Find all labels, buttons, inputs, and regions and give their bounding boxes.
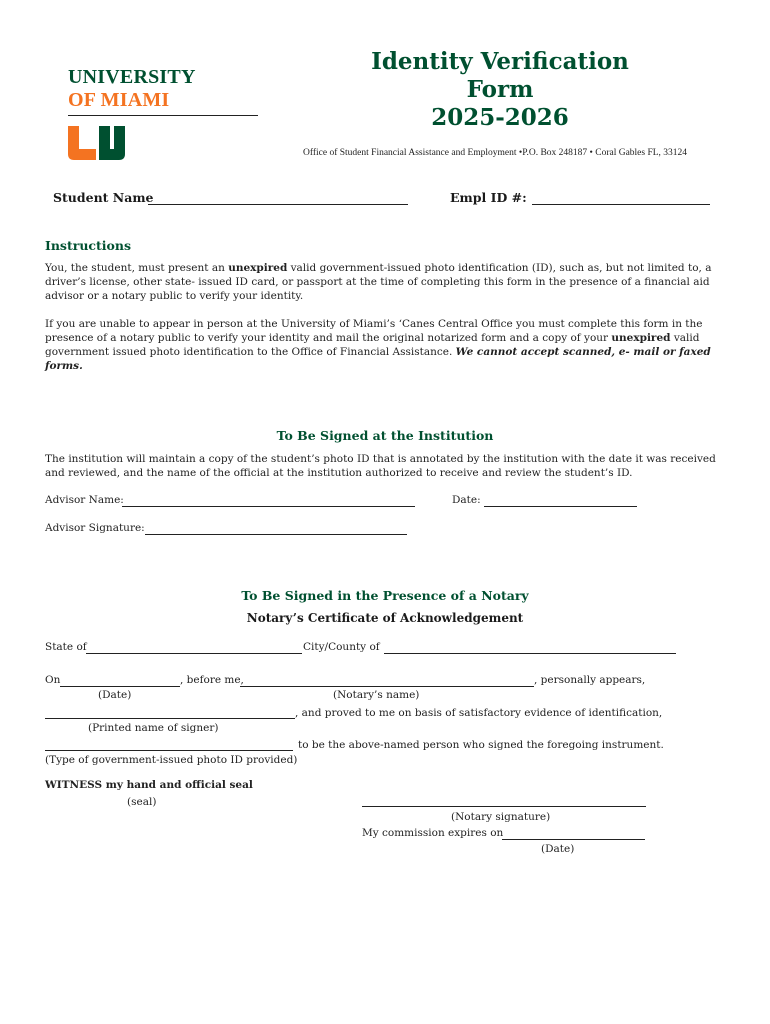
proved-label: , and proved to me on basis of satisfactory evidence of identification, — [295, 707, 663, 719]
title-line-3: 2025-2026 — [431, 104, 569, 131]
advisor-date-label: Date: — [452, 494, 481, 506]
student-name-label: Student Name — [53, 190, 154, 205]
state-field[interactable] — [86, 653, 302, 654]
commission-label: My commission expires on — [362, 827, 504, 839]
seal-label: (seal) — [127, 796, 157, 808]
advisor-date-field[interactable] — [484, 506, 637, 507]
city-county-field[interactable] — [384, 653, 676, 654]
logo-wordmark-of-miami: OF MIAMI — [68, 89, 170, 111]
instructions-paragraph-2: If you are unable to appear in person at the University of Miami’s ‘Canes Central Office you must complete this form in the presence of a notary public to verify your identity and mail the original notarized form and a copy of your unexpired valid government issued photo identification to the Office of Financial Assistance. We cannot accept scanned, e- mail or faxed forms. — [45, 318, 711, 372]
state-label: State of — [45, 641, 87, 653]
title-line-2: Form — [466, 76, 534, 103]
on-date-field[interactable] — [60, 686, 180, 687]
notary-heading: To Be Signed in the Presence of a Notary — [241, 588, 529, 603]
institution-heading: To Be Signed at the Institution — [276, 428, 494, 443]
advisor-signature-label: Advisor Signature: — [45, 522, 145, 534]
printed-name-caption: (Printed name of signer) — [88, 722, 219, 734]
logo-wordmark-university: UNIVERSITY — [68, 66, 196, 88]
office-address: Office of Student Financial Assistance and Employment •P.O. Box 248187 • Coral Gables FL, 33124 — [303, 148, 688, 158]
instructions-heading: Instructions — [45, 238, 132, 253]
id-type-caption: (Type of government-issued photo ID provided) — [45, 754, 298, 766]
title-line-1: Identity Verification — [371, 48, 629, 75]
witness-label: WITNESS my hand and official seal — [45, 779, 253, 791]
notary-signature-caption: (Notary signature) — [451, 811, 551, 823]
advisor-signature-field[interactable] — [145, 534, 407, 535]
advisor-name-label: Advisor Name: — [45, 494, 124, 506]
u-logo-icon — [68, 126, 128, 160]
before-me-label: , before me, — [180, 674, 244, 686]
institution-paragraph: The institution will maintain a copy of the student’s photo ID that is annotated by the institution with the date it was received and reviewed, and the name of the official at the institution authorized to receive and review the student’s ID. — [45, 453, 716, 479]
id-type-field[interactable] — [45, 750, 293, 751]
date-caption: (Date) — [98, 689, 132, 701]
on-label: On — [45, 674, 61, 686]
instructions-paragraph-1: You, the student, must present an unexpired valid government-issued photo identification (ID), such as, but not limited to, a driver’s license, other state- issued ID card, or passport at the time of completing this form in the presence of a financial aid advisor or a notary public to verify your identity. — [45, 262, 712, 302]
student-name-field[interactable] — [148, 204, 408, 205]
personally-appears-label: , personally appears, — [534, 674, 646, 686]
above-named-label: to be the above-named person who signed the foregoing instrument. — [298, 739, 664, 751]
notary-name-caption: (Notary’s name) — [333, 689, 420, 701]
printed-name-field[interactable] — [45, 718, 295, 719]
notary-name-field[interactable] — [240, 686, 534, 687]
commission-date-caption: (Date) — [541, 843, 575, 855]
form-title — [330, 48, 670, 132]
emplid-field[interactable] — [532, 204, 710, 205]
city-county-label: City/County of — [303, 641, 380, 653]
notary-signature-field[interactable] — [362, 806, 646, 807]
emplid-label: Empl ID #: — [450, 190, 527, 205]
notary-subheading: Notary’s Certificate of Acknowledgement — [246, 611, 524, 625]
advisor-name-field[interactable] — [122, 506, 415, 507]
logo-divider — [68, 115, 258, 116]
commission-date-field[interactable] — [502, 839, 645, 840]
